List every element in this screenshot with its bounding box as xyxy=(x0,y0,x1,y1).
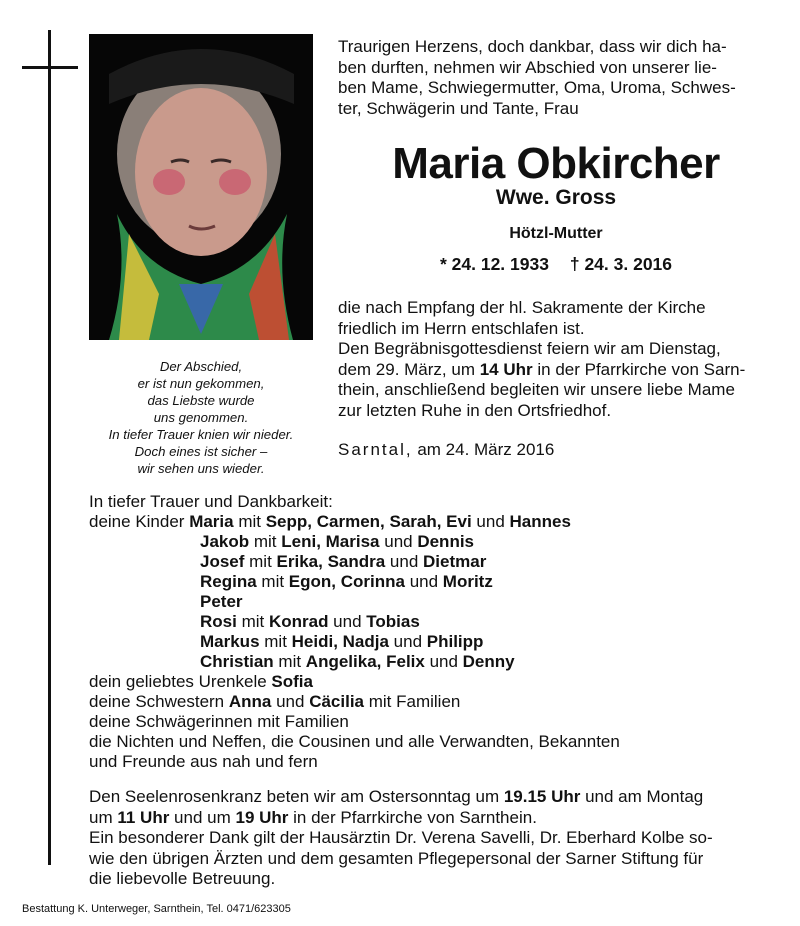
bold-name: Sofia xyxy=(271,672,313,691)
mourners-heading: In tiefer Trauer und Dankbarkeit: xyxy=(89,492,333,511)
bold-name: Hannes xyxy=(509,512,571,531)
announcement-line: zur letzten Ruhe in den Ortsfriedhof. xyxy=(338,400,612,420)
bold-name: Dietmar xyxy=(423,552,487,571)
bold-name: 19 Uhr xyxy=(235,807,289,827)
intro-line: ben durften, nehmen wir Abschied von unserer lie- xyxy=(338,57,717,77)
deceased-nickname: Hötzl-Mutter xyxy=(509,225,603,242)
poem-line: wir sehen uns wieder. xyxy=(137,461,265,476)
child-line: Rosi mit Konrad und Tobias xyxy=(200,612,420,631)
cross-horizontal-bar xyxy=(22,66,78,69)
bold-name: Tobias xyxy=(366,612,420,631)
intro-text xyxy=(338,37,774,119)
child-line: Regina mit Egon, Corinna und Moritz xyxy=(200,572,493,591)
bold-name: Sepp, Carmen, Sarah, Evi xyxy=(265,512,472,531)
child-line xyxy=(89,592,779,612)
child-line: Jakob mit Leni, Marisa und Dennis xyxy=(200,532,475,551)
life-dates xyxy=(338,254,774,275)
bold-name: Anna xyxy=(228,692,272,711)
poem-line: Doch eines ist sicher – xyxy=(134,444,268,459)
intro-line: ben Mame, Schwiegermutter, Oma, Uroma, Schwes- xyxy=(338,78,736,97)
place-date-line xyxy=(338,440,554,460)
mourners-lines xyxy=(89,512,779,772)
death-date: † 24. 3. 2016 xyxy=(569,254,673,274)
relative-line: deine Schwestern Anna und Cäcilia mit Familien xyxy=(89,692,461,711)
deceased-name: Maria Obkircher xyxy=(392,139,720,188)
closing-line: Den Seelenrosenkranz beten wir am Ostersonntag um 19.15 Uhr und am Montag xyxy=(89,787,704,806)
funeral-home-footer: Bestattung K. Unterweger, Sarnthein, Tel. 0471/623305 xyxy=(22,903,291,915)
bold-name: Egon, Corinna xyxy=(288,572,405,591)
poem-line: das Liebste wurde xyxy=(147,393,255,408)
bold-name: Peter xyxy=(200,592,243,611)
bold-name: Leni, Marisa xyxy=(281,532,380,551)
announcement-line: friedlich im Herrn entschlafen ist. xyxy=(338,318,585,338)
cross-vertical-bar xyxy=(48,30,51,865)
announcement-line: thein, anschließend begleiten wir unsere liebe Mame xyxy=(338,380,735,399)
poem-line: Der Abschied, xyxy=(159,359,243,374)
relative-line: die Nichten und Neffen, die Cousinen und alle Verwandten, Bekannten xyxy=(89,732,620,751)
bold-name: Philipp xyxy=(426,632,484,651)
announcement-line: die nach Empfang der hl. Sakramente der Kirche xyxy=(338,298,706,317)
bold-name: Konrad xyxy=(268,612,329,631)
relative-line: dein geliebtes Urenkele Sofia xyxy=(89,672,313,691)
child-line: Josef mit Erika, Sandra und Dietmar xyxy=(200,552,487,571)
place-date: am 24. März 2016 xyxy=(412,440,555,459)
child-line: Christian mit Angelika, Felix und Denny xyxy=(200,652,515,671)
bold-name: 19.15 Uhr xyxy=(503,787,581,806)
poem-line: In tiefer Trauer knien wir nieder. xyxy=(108,427,294,442)
closing-line: die liebevolle Betreuung. xyxy=(89,869,276,888)
closing-line: um 11 Uhr und um 19 Uhr in der Pfarrkirche von Sarnthein. xyxy=(89,807,537,827)
bold-name: 14 Uhr xyxy=(479,359,533,379)
intro-line: Traurigen Herzens, doch dankbar, dass wir dich ha- xyxy=(338,37,727,56)
portrait-illustration xyxy=(89,34,313,340)
bold-name: Jakob xyxy=(200,532,250,551)
poem xyxy=(89,358,313,477)
mourners-list xyxy=(89,492,779,772)
intro-line: ter, Schwägerin und Tante, Frau xyxy=(338,98,579,118)
deceased-maiden-name: Wwe. Gross xyxy=(495,186,617,209)
announcement-line: Den Begräbnisgottesdienst feiern wir am Dienstag, xyxy=(338,339,721,358)
closing-text xyxy=(89,787,779,890)
poem-line: uns genommen. xyxy=(153,410,249,425)
bold-name: 11 Uhr xyxy=(117,807,170,827)
bold-name: Regina xyxy=(200,572,257,591)
bold-name: Moritz xyxy=(442,572,493,591)
bold-name: Denny xyxy=(462,652,515,671)
bold-name: Rosi xyxy=(200,612,237,631)
place-town: Sarntal, xyxy=(338,440,413,459)
child-line: deine Kinder Maria mit Sepp, Carmen, Sarah, Evi und Hannes xyxy=(89,512,571,531)
poem-line: er ist nun gekommen, xyxy=(137,376,265,391)
bold-name: Erika, Sandra xyxy=(276,552,386,571)
bold-name: Markus xyxy=(200,632,260,651)
bold-name: Maria xyxy=(189,512,234,531)
bold-name: Cäcilia xyxy=(309,692,364,711)
announcement-line: dem 29. März, um 14 Uhr in der Pfarrkirche von Sarn- xyxy=(338,359,746,379)
closing-line: Ein besonderer Dank gilt der Hausärztin Dr. Verena Savelli, Dr. Eberhard Kolbe so- xyxy=(89,828,713,847)
bold-name: Dennis xyxy=(417,532,475,551)
child-line: Markus mit Heidi, Nadja und Philipp xyxy=(200,632,484,651)
funeral-announcement xyxy=(338,298,774,421)
relative-line: deine Schwägerinnen mit Familien xyxy=(89,712,349,731)
relative-line: und Freunde aus nah und fern xyxy=(89,752,318,771)
bold-name: Josef xyxy=(200,552,245,571)
bold-name: Christian xyxy=(200,652,274,671)
portrait-photo xyxy=(89,34,313,340)
bold-name: Angelika, Felix xyxy=(305,652,425,671)
bold-name: Heidi, Nadja xyxy=(291,632,389,651)
birth-date: * 24. 12. 1933 xyxy=(439,254,549,274)
closing-line: wie den übrigen Ärzten und dem gesamten Pflegepersonal der Sarner Stiftung für xyxy=(89,848,704,868)
